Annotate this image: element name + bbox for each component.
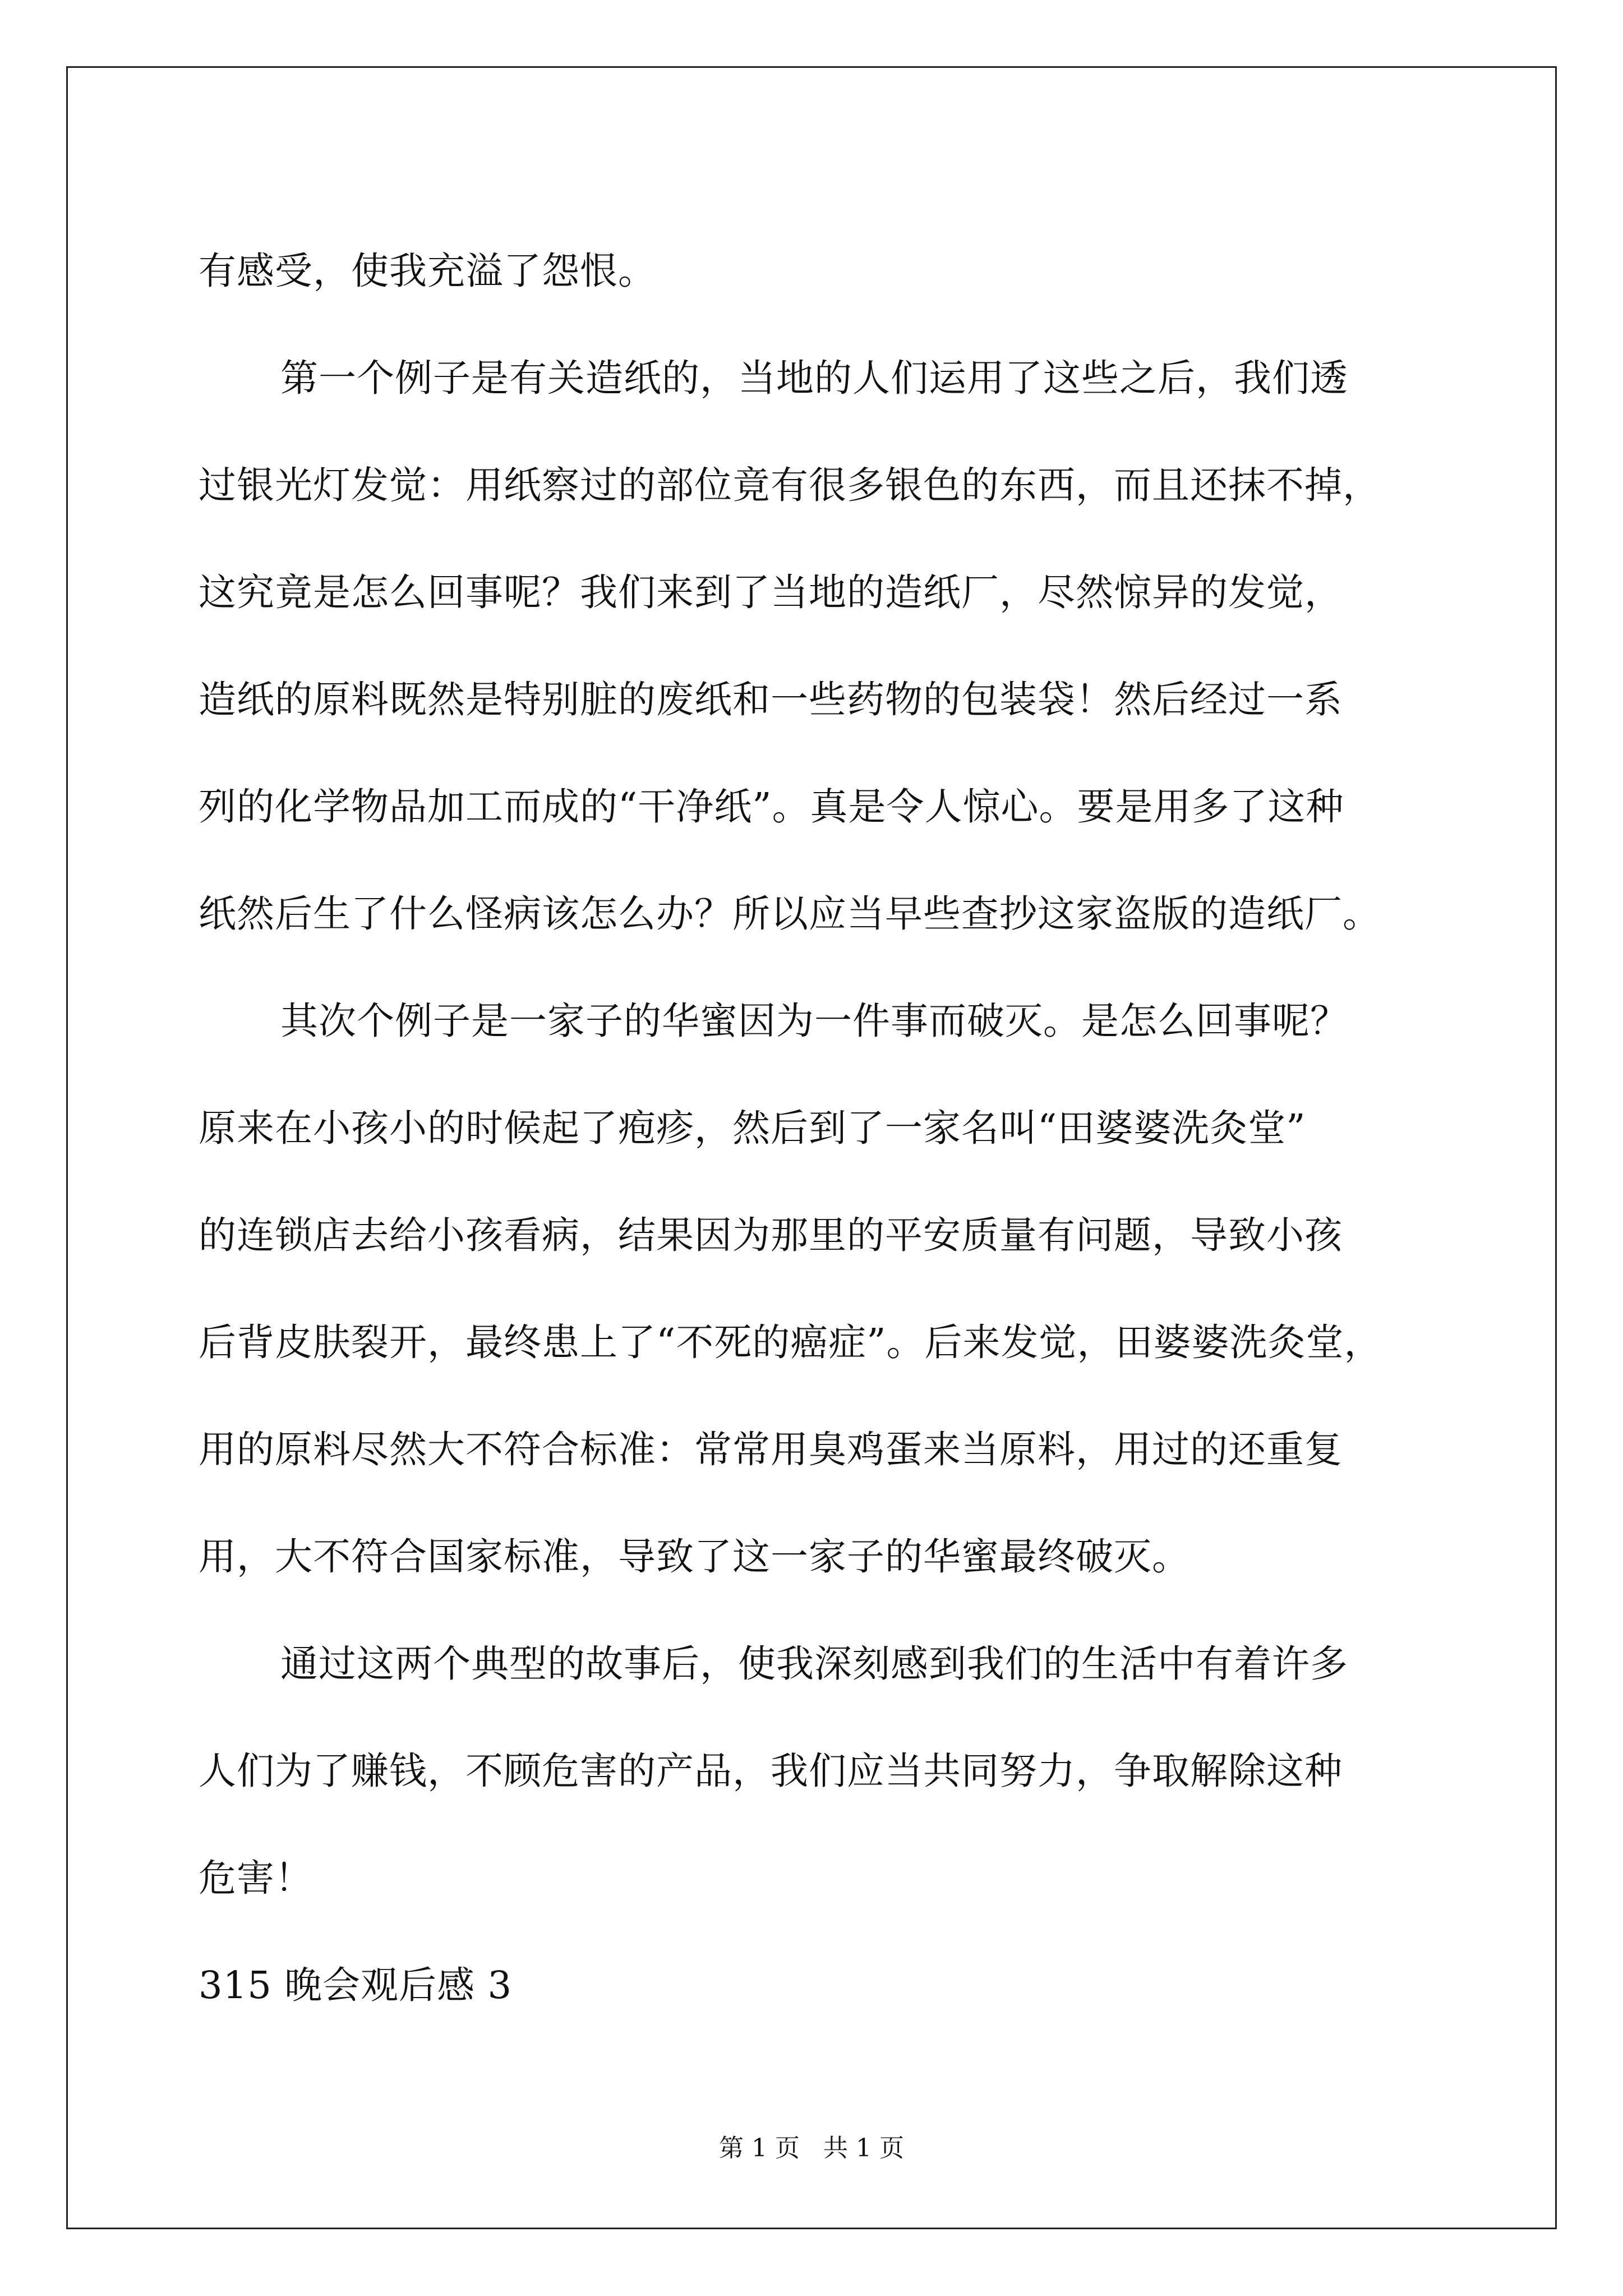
paragraph-line: 原来在小孩小的时候起了疱疹，然后到了一家名叫“田婆婆洗灸堂” (199, 1106, 1306, 1150)
page-number: 第 1 页 (719, 2134, 800, 2162)
document-body (199, 218, 1478, 2039)
paragraph-line: 用的原料尽然大不符合标准：常常用臭鸡蛋来当原料，用过的还重复 (199, 1428, 1343, 1471)
page-footer (0, 2132, 1623, 2165)
paragraph-line: 有感受，使我充溢了怨恨。 (199, 249, 656, 293)
paragraph-line: 人们为了赚钱，不顾危害的产品，我们应当共同努力，争取解除这种 (199, 1749, 1343, 1793)
paragraph-line: 用，大不符合国家标准，导致了这一家子的华蜜最终破灭。 (199, 1535, 1190, 1579)
paragraph-line: 第一个例子是有关造纸的，当地的人们运用了这些之后，我们透 (280, 356, 1348, 400)
page-total: 共 1 页 (823, 2134, 904, 2162)
section-heading: 315 晚会观后感 3 (199, 1963, 513, 2007)
paragraph-line: 列的化学物品加工而成的“干净纸”。真是令人惊心。要是用多了这种 (199, 785, 1344, 829)
paragraph-line: 纸然后生了什么怪病该怎么办？所以应当早些查抄这家盗版的造纸厂。 (199, 892, 1381, 936)
paragraph-line: 造纸的原料既然是特别脏的废纸和一些药物的包装袋！然后经过一系 (199, 678, 1343, 721)
paragraph-line: 其次个例子是一家子的华蜜因为一件事而破灭。是怎么回事呢？ (280, 999, 1348, 1043)
paragraph-line: 通过这两个典型的故事后，使我深刻感到我们的生活中有着许多 (280, 1642, 1348, 1686)
paragraph-line: 这究竟是怎么回事呢？我们来到了当地的造纸厂，尽然惊异的发觉， (199, 570, 1343, 614)
paragraph-line: 危害！ (199, 1856, 313, 1900)
paragraph-line: 的连锁店去给小孩看病，结果因为那里的平安质量有问题，导致小孩 (199, 1213, 1343, 1257)
paragraph-line: 过银光灯发觉：用纸察过的部位竟有很多银色的东西，而且还抹不掉， (199, 463, 1381, 507)
paragraph-line: 后背皮肤裂开，最终患上了“不死的癌症”。后来发觉，田婆婆洗灸堂， (199, 1320, 1382, 1364)
